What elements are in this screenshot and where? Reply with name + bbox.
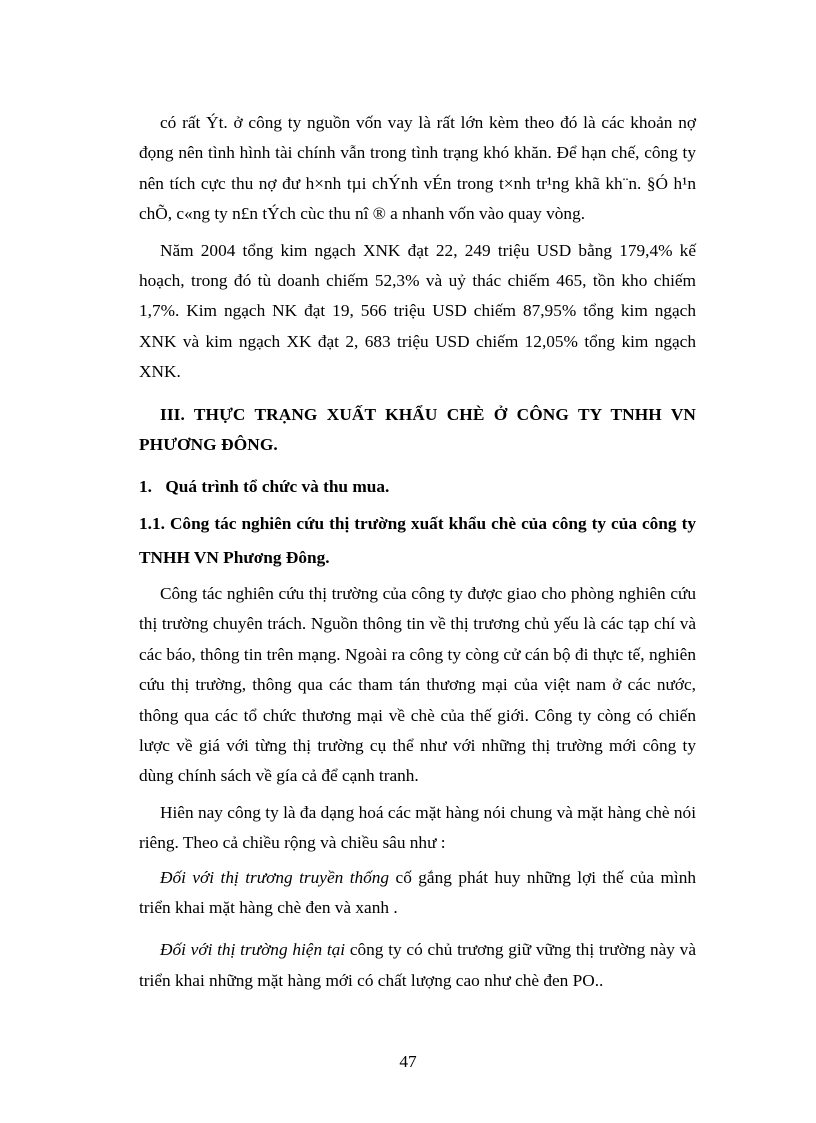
paragraph-market-research: Công tác nghiên cứu thị trường của công ty được giao cho phòng nghiên cứu thị trường chuyên trách. Nguồn thông tin về thị trương chủ yếu là các tạp chí và các báo, thông tin trên mạng. Ngoài ra công ty còng cử cán bộ đi thực tế, nghiên cứu thị trường, thông qua các tham tán thương mại của việt nam ở các nước, thông qua các tổ chức thương mại về chè của thế giới. Công ty còng có chiến lược về giá với từng thị trường cụ thể như với những thị trường mới công ty dùng chính sách về gía cả để cạnh tranh. [139, 583, 696, 786]
paragraph-trade-turnover: Năm 2004 tổng kim ngạch XNK đạt 22, 249 triệu USD bằng 179,4% kế hoạch, trong đó tù doanh chiếm 52,3% và uỷ thác chiếm 465, tồn kho chiếm 1,7%. Kim ngạch NK đạt 19, 566 triệu USD chiếm 87,95% tổng kim ngạch XNK và kim ngạch XK đạt 2, 683 triệu USD chiếm 12,05% tổng kim ngạch XNK. [139, 240, 696, 382]
paragraph-diversification: Hiên nay công ty là đa dạng hoá các mặt hàng nói chung và mặt hàng chè nói riêng. Theo cả chiều rộng và chiều sâu như : [139, 802, 696, 853]
section-heading-iii: III. THỰC TRẠNG XUẤT KHẨU CHÈ Ở CÔNG TY TNHH VN PHƯƠNG ĐÔNG. [139, 404, 696, 455]
subsection-heading-1 [139, 472, 696, 502]
subsection-heading-1-1: 1.1. Công tác nghiên cứu thị trường xuất khẩu chè của công ty của công ty TNHH VN Phương Đông. [139, 513, 696, 567]
subsection-number: 1. [139, 477, 152, 497]
page-number: 47 [399, 1052, 417, 1071]
current-market-label: Đối với thị trường hiện tại [160, 940, 346, 960]
page-content [139, 108, 696, 996]
paragraph-current-market [139, 935, 696, 996]
traditional-market-text: cố gắng phát huy những lợi thế của mình triển khai mặt hàng chè đen và xanh . [139, 867, 696, 917]
current-market-text: công ty có chủ trương giữ vững thị trường này và triển khai những mặt hàng mới có chất lượng cao như chè đen PO.. [139, 940, 696, 990]
paragraph-debt: có rất Ýt. ở công ty nguồn vốn vay là rất lớn kèm theo đó là các khoản nợ đọng nên tình hình tài chính vẫn trong tình trạng khó khăn. Để hạn chế, công ty nên tích cực thu nợ đư h×nh tµi chÝnh vÉn trong t×nh tr¹ng khã kh¨n. §Ó h¹n chÕ, c«ng ty n£n tÝch cùc thu nî ® a nhanh vốn vào quay vòng. [139, 113, 696, 224]
subsection-title: Quá trình tổ chức và thu mua. [165, 477, 390, 497]
paragraph-traditional-market [139, 863, 696, 924]
traditional-market-label: Đối với thị trương truyền thống [160, 867, 390, 887]
